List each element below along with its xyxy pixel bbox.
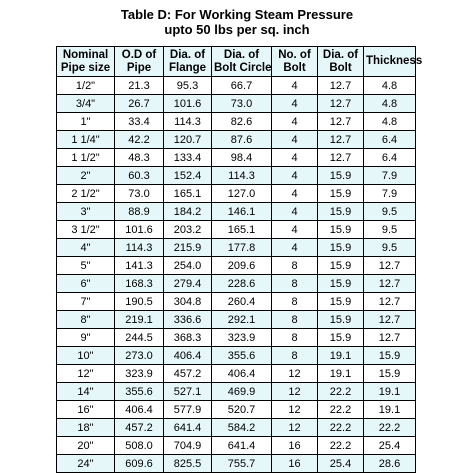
cell-dia-of-bolt: 22.2: [318, 383, 364, 401]
cell-no-of-bolt: 12: [272, 401, 318, 419]
cell-dia-of-bolt-circle: 292.1: [212, 311, 272, 329]
table-row: [57, 401, 416, 419]
table-row: [57, 221, 416, 239]
cell-od-of-pipe: 60.3: [115, 167, 164, 185]
cell-od-of-pipe: 21.3: [115, 77, 164, 95]
cell-nominal-pipe-size: 20": [57, 437, 115, 455]
cell-dia-of-flange: 215.9: [164, 239, 212, 257]
cell-od-of-pipe: 244.5: [115, 329, 164, 347]
cell-od-of-pipe: 190.5: [115, 293, 164, 311]
cell-dia-of-flange: 152.4: [164, 167, 212, 185]
cell-no-of-bolt: 16: [272, 437, 318, 455]
cell-nominal-pipe-size: 10": [57, 347, 115, 365]
cell-nominal-pipe-size: 3": [57, 203, 115, 221]
cell-od-of-pipe: 273.0: [115, 347, 164, 365]
cell-dia-of-bolt-circle: 469.9: [212, 383, 272, 401]
cell-dia-of-flange: 120.7: [164, 131, 212, 149]
cell-dia-of-bolt: 19.1: [318, 347, 364, 365]
cell-thickness: 22.2: [364, 419, 416, 437]
cell-dia-of-bolt-circle: 228.6: [212, 275, 272, 293]
cell-no-of-bolt: 8: [272, 293, 318, 311]
cell-dia-of-bolt-circle: 355.6: [212, 347, 272, 365]
header-no-of-bolt: No. of Bolt: [272, 47, 318, 77]
table-row: [57, 311, 416, 329]
table-body: [57, 77, 416, 473]
cell-thickness: 4.8: [364, 77, 416, 95]
cell-dia-of-flange: 114.3: [164, 113, 212, 131]
cell-nominal-pipe-size: 1": [57, 113, 115, 131]
cell-dia-of-bolt: 15.9: [318, 329, 364, 347]
cell-od-of-pipe: 26.7: [115, 95, 164, 113]
cell-thickness: 25.4: [364, 437, 416, 455]
cell-od-of-pipe: 508.0: [115, 437, 164, 455]
cell-dia-of-bolt-circle: 73.0: [212, 95, 272, 113]
cell-nominal-pipe-size: 8": [57, 311, 115, 329]
header-od-of-pipe: O.D of Pipe: [115, 47, 164, 77]
cell-dia-of-bolt: 12.7: [318, 113, 364, 131]
cell-od-of-pipe: 42.2: [115, 131, 164, 149]
cell-dia-of-bolt-circle: 641.4: [212, 437, 272, 455]
cell-thickness: 7.9: [364, 185, 416, 203]
cell-dia-of-bolt-circle: 127.0: [212, 185, 272, 203]
cell-dia-of-flange: 133.4: [164, 149, 212, 167]
cell-thickness: 9.5: [364, 239, 416, 257]
cell-dia-of-flange: 279.4: [164, 275, 212, 293]
cell-no-of-bolt: 8: [272, 311, 318, 329]
cell-thickness: 7.9: [364, 167, 416, 185]
cell-thickness: 6.4: [364, 149, 416, 167]
cell-dia-of-flange: 254.0: [164, 257, 212, 275]
cell-no-of-bolt: 8: [272, 275, 318, 293]
table-row: [57, 383, 416, 401]
cell-no-of-bolt: 4: [272, 131, 318, 149]
cell-od-of-pipe: 48.3: [115, 149, 164, 167]
cell-dia-of-bolt-circle: 406.4: [212, 365, 272, 383]
cell-thickness: 12.7: [364, 293, 416, 311]
header-thickness: Thickness: [364, 47, 416, 77]
cell-dia-of-flange: 457.2: [164, 365, 212, 383]
cell-dia-of-bolt-circle: 177.8: [212, 239, 272, 257]
cell-dia-of-bolt-circle: 209.6: [212, 257, 272, 275]
header-nominal-pipe-size: Nominal Pipe size: [57, 47, 115, 77]
table-row: [57, 275, 416, 293]
table-row: [57, 257, 416, 275]
cell-dia-of-bolt-circle: 82.6: [212, 113, 272, 131]
header-dia-of-flange: Dia. of Flange: [164, 47, 212, 77]
cell-dia-of-bolt: 19.1: [318, 365, 364, 383]
cell-od-of-pipe: 219.1: [115, 311, 164, 329]
cell-dia-of-bolt: 22.2: [318, 419, 364, 437]
cell-dia-of-bolt: 22.2: [318, 401, 364, 419]
cell-no-of-bolt: 8: [272, 257, 318, 275]
cell-od-of-pipe: 33.4: [115, 113, 164, 131]
cell-thickness: 15.9: [364, 347, 416, 365]
cell-nominal-pipe-size: 2 1/2": [57, 185, 115, 203]
cell-no-of-bolt: 12: [272, 365, 318, 383]
cell-thickness: 4.8: [364, 113, 416, 131]
cell-dia-of-bolt: 15.9: [318, 311, 364, 329]
table-row: [57, 131, 416, 149]
cell-no-of-bolt: 4: [272, 221, 318, 239]
table-row: [57, 419, 416, 437]
cell-nominal-pipe-size: 5": [57, 257, 115, 275]
cell-dia-of-flange: 825.5: [164, 455, 212, 473]
cell-no-of-bolt: 4: [272, 77, 318, 95]
cell-dia-of-flange: 336.6: [164, 311, 212, 329]
cell-od-of-pipe: 114.3: [115, 239, 164, 257]
cell-nominal-pipe-size: 3/4": [57, 95, 115, 113]
table-row: [57, 365, 416, 383]
cell-dia-of-bolt-circle: 584.2: [212, 419, 272, 437]
cell-dia-of-flange: 704.9: [164, 437, 212, 455]
cell-dia-of-bolt: 15.9: [318, 221, 364, 239]
cell-dia-of-flange: 406.4: [164, 347, 212, 365]
table-row: [57, 113, 416, 131]
table-row: [57, 149, 416, 167]
cell-nominal-pipe-size: 12": [57, 365, 115, 383]
table-row: [57, 185, 416, 203]
cell-nominal-pipe-size: 6": [57, 275, 115, 293]
cell-od-of-pipe: 73.0: [115, 185, 164, 203]
cell-no-of-bolt: 4: [272, 95, 318, 113]
cell-dia-of-bolt: 25.4: [318, 455, 364, 473]
cell-no-of-bolt: 12: [272, 383, 318, 401]
cell-dia-of-flange: 368.3: [164, 329, 212, 347]
cell-dia-of-bolt: 15.9: [318, 185, 364, 203]
cell-no-of-bolt: 16: [272, 455, 318, 473]
table-row: [57, 437, 416, 455]
cell-thickness: 19.1: [364, 401, 416, 419]
cell-od-of-pipe: 406.4: [115, 401, 164, 419]
cell-thickness: 19.1: [364, 383, 416, 401]
cell-dia-of-bolt: 15.9: [318, 203, 364, 221]
cell-thickness: 12.7: [364, 311, 416, 329]
cell-nominal-pipe-size: 24": [57, 455, 115, 473]
cell-dia-of-bolt: 15.9: [318, 167, 364, 185]
cell-no-of-bolt: 4: [272, 113, 318, 131]
cell-thickness: 28.6: [364, 455, 416, 473]
cell-nominal-pipe-size: 2": [57, 167, 115, 185]
cell-thickness: 4.8: [364, 95, 416, 113]
cell-dia-of-bolt-circle: 87.6: [212, 131, 272, 149]
cell-thickness: 9.5: [364, 203, 416, 221]
cell-nominal-pipe-size: 4": [57, 239, 115, 257]
cell-thickness: 15.9: [364, 365, 416, 383]
cell-od-of-pipe: 168.3: [115, 275, 164, 293]
cell-dia-of-bolt-circle: 98.4: [212, 149, 272, 167]
cell-thickness: 9.5: [364, 221, 416, 239]
cell-nominal-pipe-size: 7": [57, 293, 115, 311]
table-row: [57, 167, 416, 185]
cell-dia-of-bolt-circle: 114.3: [212, 167, 272, 185]
table-row: [57, 203, 416, 221]
cell-dia-of-flange: 577.9: [164, 401, 212, 419]
cell-nominal-pipe-size: 3 1/2": [57, 221, 115, 239]
cell-no-of-bolt: 8: [272, 329, 318, 347]
header-dia-of-bolt: Dia. of Bolt: [318, 47, 364, 77]
cell-od-of-pipe: 323.9: [115, 365, 164, 383]
cell-dia-of-bolt-circle: 66.7: [212, 77, 272, 95]
cell-nominal-pipe-size: 1/2": [57, 77, 115, 95]
cell-no-of-bolt: 4: [272, 149, 318, 167]
cell-dia-of-bolt: 12.7: [318, 131, 364, 149]
cell-nominal-pipe-size: 1 1/2": [57, 149, 115, 167]
cell-nominal-pipe-size: 16": [57, 401, 115, 419]
table-row: [57, 293, 416, 311]
cell-od-of-pipe: 609.6: [115, 455, 164, 473]
table-row: [57, 347, 416, 365]
cell-dia-of-flange: 527.1: [164, 383, 212, 401]
table-row: [57, 455, 416, 473]
header-dia-of-bolt-circle: Dia. of Bolt Circle: [212, 47, 272, 77]
cell-dia-of-bolt: 22.2: [318, 437, 364, 455]
table-row: [57, 239, 416, 257]
cell-dia-of-flange: 641.4: [164, 419, 212, 437]
cell-no-of-bolt: 4: [272, 185, 318, 203]
cell-dia-of-bolt-circle: 260.4: [212, 293, 272, 311]
cell-dia-of-bolt: 15.9: [318, 239, 364, 257]
header-row: [57, 47, 416, 77]
cell-od-of-pipe: 141.3: [115, 257, 164, 275]
cell-nominal-pipe-size: 14": [57, 383, 115, 401]
cell-od-of-pipe: 101.6: [115, 221, 164, 239]
table-title-line-2: upto 50 lbs per sq. inch: [164, 22, 310, 37]
table-header: [57, 47, 423, 77]
cell-od-of-pipe: 88.9: [115, 203, 164, 221]
cell-no-of-bolt: 12: [272, 419, 318, 437]
cell-nominal-pipe-size: 9": [57, 329, 115, 347]
table-row: [57, 95, 416, 113]
cell-dia-of-flange: 203.2: [164, 221, 212, 239]
cell-dia-of-bolt-circle: 755.7: [212, 455, 272, 473]
cell-dia-of-bolt: 12.7: [318, 95, 364, 113]
cell-dia-of-bolt: 15.9: [318, 257, 364, 275]
flange-dimensions-table: [56, 46, 423, 473]
cell-dia-of-flange: 165.1: [164, 185, 212, 203]
table-row: [57, 329, 416, 347]
cell-thickness: 12.7: [364, 329, 416, 347]
cell-od-of-pipe: 355.6: [115, 383, 164, 401]
table-title: [0, 7, 474, 37]
cell-dia-of-bolt-circle: 146.1: [212, 203, 272, 221]
cell-dia-of-bolt: 12.7: [318, 149, 364, 167]
cell-od-of-pipe: 457.2: [115, 419, 164, 437]
table-title-line-1: Table D: For Working Steam Pressure: [120, 7, 354, 22]
cell-nominal-pipe-size: 18": [57, 419, 115, 437]
table-row: [57, 77, 416, 95]
cell-thickness: 12.7: [364, 257, 416, 275]
cell-no-of-bolt: 4: [272, 203, 318, 221]
cell-dia-of-bolt-circle: 520.7: [212, 401, 272, 419]
cell-nominal-pipe-size: 1 1/4": [57, 131, 115, 149]
cell-dia-of-bolt: 12.7: [318, 77, 364, 95]
cell-dia-of-bolt: 15.9: [318, 293, 364, 311]
cell-dia-of-bolt: 15.9: [318, 275, 364, 293]
cell-dia-of-flange: 304.8: [164, 293, 212, 311]
cell-thickness: 12.7: [364, 275, 416, 293]
cell-dia-of-flange: 184.2: [164, 203, 212, 221]
cell-no-of-bolt: 8: [272, 347, 318, 365]
cell-dia-of-bolt-circle: 323.9: [212, 329, 272, 347]
cell-thickness: 6.4: [364, 131, 416, 149]
cell-no-of-bolt: 4: [272, 167, 318, 185]
cell-no-of-bolt: 4: [272, 239, 318, 257]
cell-dia-of-flange: 95.3: [164, 77, 212, 95]
cell-dia-of-flange: 101.6: [164, 95, 212, 113]
cell-dia-of-bolt-circle: 165.1: [212, 221, 272, 239]
